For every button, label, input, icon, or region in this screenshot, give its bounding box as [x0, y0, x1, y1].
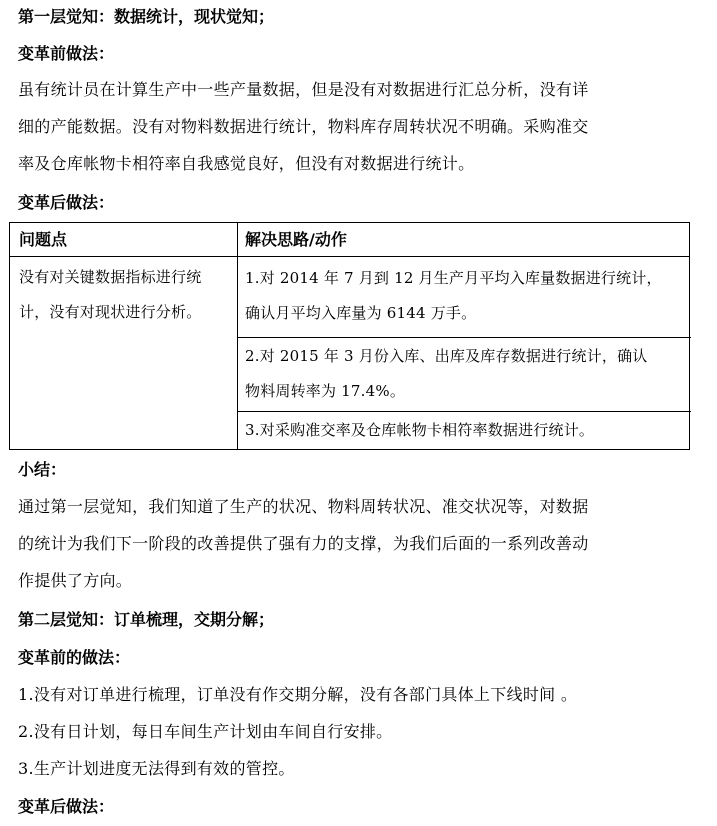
table-cell-action-2	[245, 339, 648, 409]
cell-line: 2.对 2015 年 3 月份入库、出库及库存数据进行统计，确认	[245, 347, 648, 365]
section1-before-heading: 变革前做法：	[18, 44, 115, 63]
table-header-solution: 解决思路/动作	[245, 230, 347, 249]
summary-paragraph	[18, 488, 690, 599]
cell-line: 1.对 2014 年 7 月到 12 月生产月平均入库量数据进行统计，	[245, 269, 662, 287]
table-header-problem: 问题点	[19, 230, 68, 249]
section2-heading: 第二层觉知：订单梳理，交期分解；	[18, 610, 275, 629]
list-item: 1.没有对订单进行梳理，订单没有作交期分解，没有各部门具体上下线时间 。	[18, 685, 578, 704]
cell-line: 计，没有对现状进行分析。	[19, 303, 202, 321]
cell-line: 3.对采购准交率及仓库帐物卡相符率数据进行统计。	[245, 421, 595, 439]
paragraph-line: 细的产能数据。没有对物料数据进行统计，物料库存周转状况不明确。采购准交	[18, 117, 589, 136]
cell-line: 没有对关键数据指标进行统	[19, 268, 202, 286]
summary-heading: 小结：	[18, 460, 67, 479]
paragraph-line: 通过第一层觉知，我们知道了生产的状况、物料周转状况、准交状况等，对数据	[18, 497, 589, 516]
section1-heading: 第一层觉知：数据统计，现状觉知；	[18, 7, 275, 26]
table-cell-action-3	[245, 413, 594, 448]
problem-solution-table	[9, 222, 690, 450]
section1-before-paragraph	[18, 71, 690, 182]
table-cell-problem	[19, 260, 201, 330]
table-divider	[237, 337, 691, 338]
section2-before-heading: 变革前的做法：	[18, 648, 131, 667]
list-item: 2.没有日计划，每日车间生产计划由车间自行安排。	[18, 722, 393, 741]
paragraph-line: 作提供了方向。	[18, 571, 133, 590]
table-divider	[10, 256, 689, 257]
paragraph-line: 率及仓库帐物卡相符率自我感觉良好，但没有对数据进行统计。	[18, 154, 475, 173]
section1-after-heading: 变革后做法：	[18, 193, 115, 212]
list-item: 3.生产计划进度无法得到有效的管控。	[18, 759, 295, 778]
section2-after-heading: 变革后做法：	[18, 797, 115, 816]
paragraph-line: 虽有统计员在计算生产中一些产量数据，但是没有对数据进行汇总分析，没有详	[18, 80, 589, 99]
paragraph-line: 的统计为我们下一阶段的改善提供了强有力的支撑，为我们后面的一系列改善动	[18, 534, 589, 553]
cell-line: 物料周转率为 17.4%。	[245, 382, 406, 400]
table-cell-action-1	[245, 261, 662, 331]
table-divider	[237, 411, 691, 412]
cell-line: 确认月平均入库量为 6144 万手。	[245, 304, 477, 322]
